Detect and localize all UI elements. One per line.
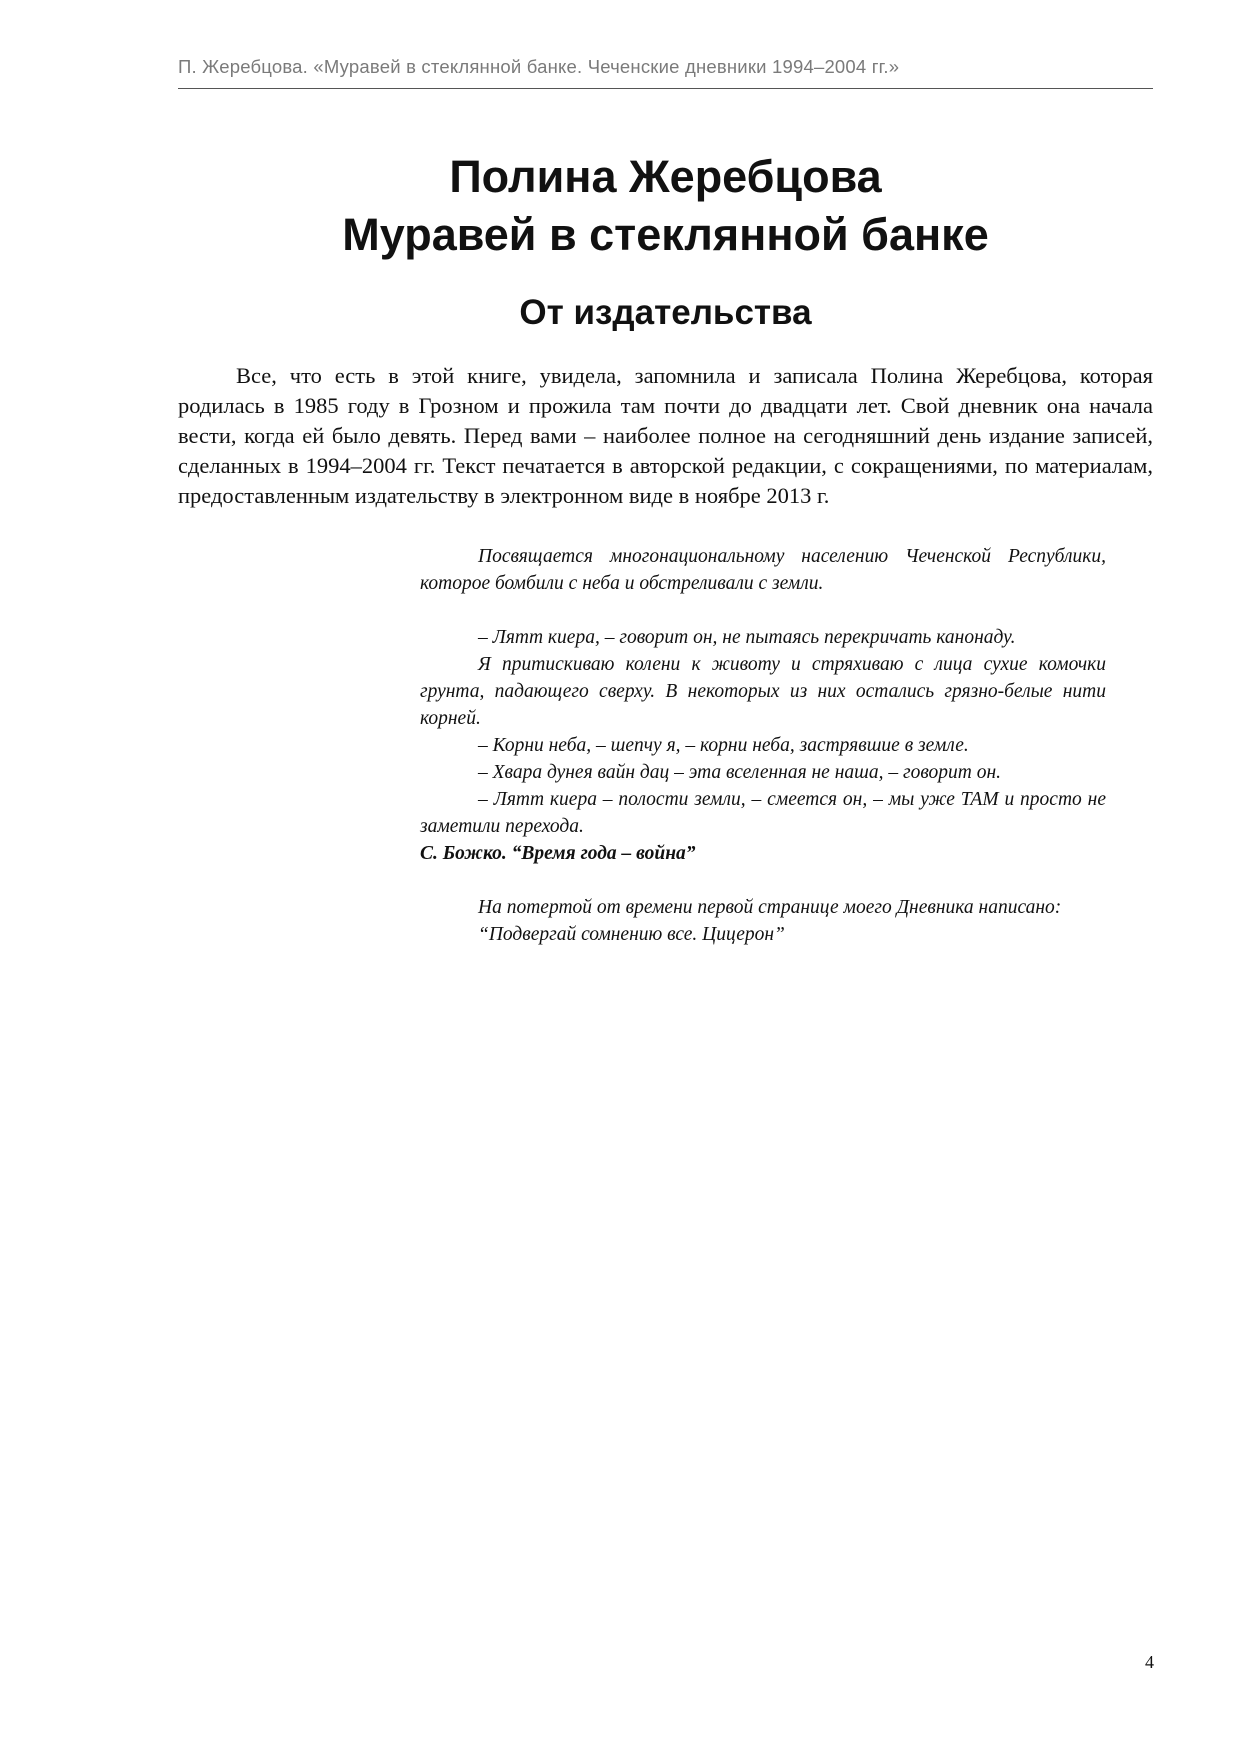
epigraph-attribution: С. Божко. “Время года – война” (420, 843, 696, 864)
diary-quote: “Подвергай сомнению все. Цицерон” (478, 924, 785, 945)
dedication: Посвящается многонациональному населению Чеченской Республики, которое бомбили с неба и обстреливали с земли. (420, 546, 1106, 594)
diary-note: На потертой от времени первой странице моего Дневника написано: (478, 897, 1062, 918)
epigraph-quote-line: – Корни неба, – шепчу я, – корни неба, застрявшие в земле. (478, 735, 969, 756)
publisher-note-paragraph: Все, что есть в этой книге, увидела, запомнила и записала Полина Жеребцова, которая родилась в 1985 году в Грозном и прожила там почти до двадцати лет. Свой дневник она начала вести, когда ей было девять. Перед вами – наиболее полное на сегодняшний день издание записей, сделанных в 1994–2004 гг. Текст печатается в авторской редакции, с сокращениями, по материалам, предоставленным издательству в электронном виде в ноябре 2013 г. (178, 363, 1153, 508)
epigraph-quote-line: – Лятт киера – полости земли, – смеется он, – мы уже ТАМ и просто не заметили перехода. (420, 789, 1106, 837)
epigraph-quote-line: Я притискиваю колени к животу и стряхиваю с лица сухие комочки грунта, падающего сверху. В некоторых из них остались грязно-белые нити корней. (420, 654, 1106, 729)
epigraph-block (420, 543, 1106, 948)
section-heading: От издательства (519, 293, 812, 332)
header-rule (178, 88, 1153, 89)
book-title-name: Муравей в стеклянной банке (342, 209, 989, 260)
book-title-author: Полина Жеребцова (449, 151, 882, 202)
running-header: П. Жеребцова. «Муравей в стеклянной банке. Чеченские дневники 1994–2004 гг.» (178, 56, 900, 77)
epigraph-quote-line: – Хвара дунея вайн дац – эта вселенная не наша, – говорит он. (478, 762, 1002, 783)
epigraph-quote-line: – Лятт киера, – говорит он, не пытаясь перекричать канонаду. (478, 627, 1016, 648)
page-number: 4 (1145, 1652, 1154, 1672)
book-title (178, 148, 1153, 264)
